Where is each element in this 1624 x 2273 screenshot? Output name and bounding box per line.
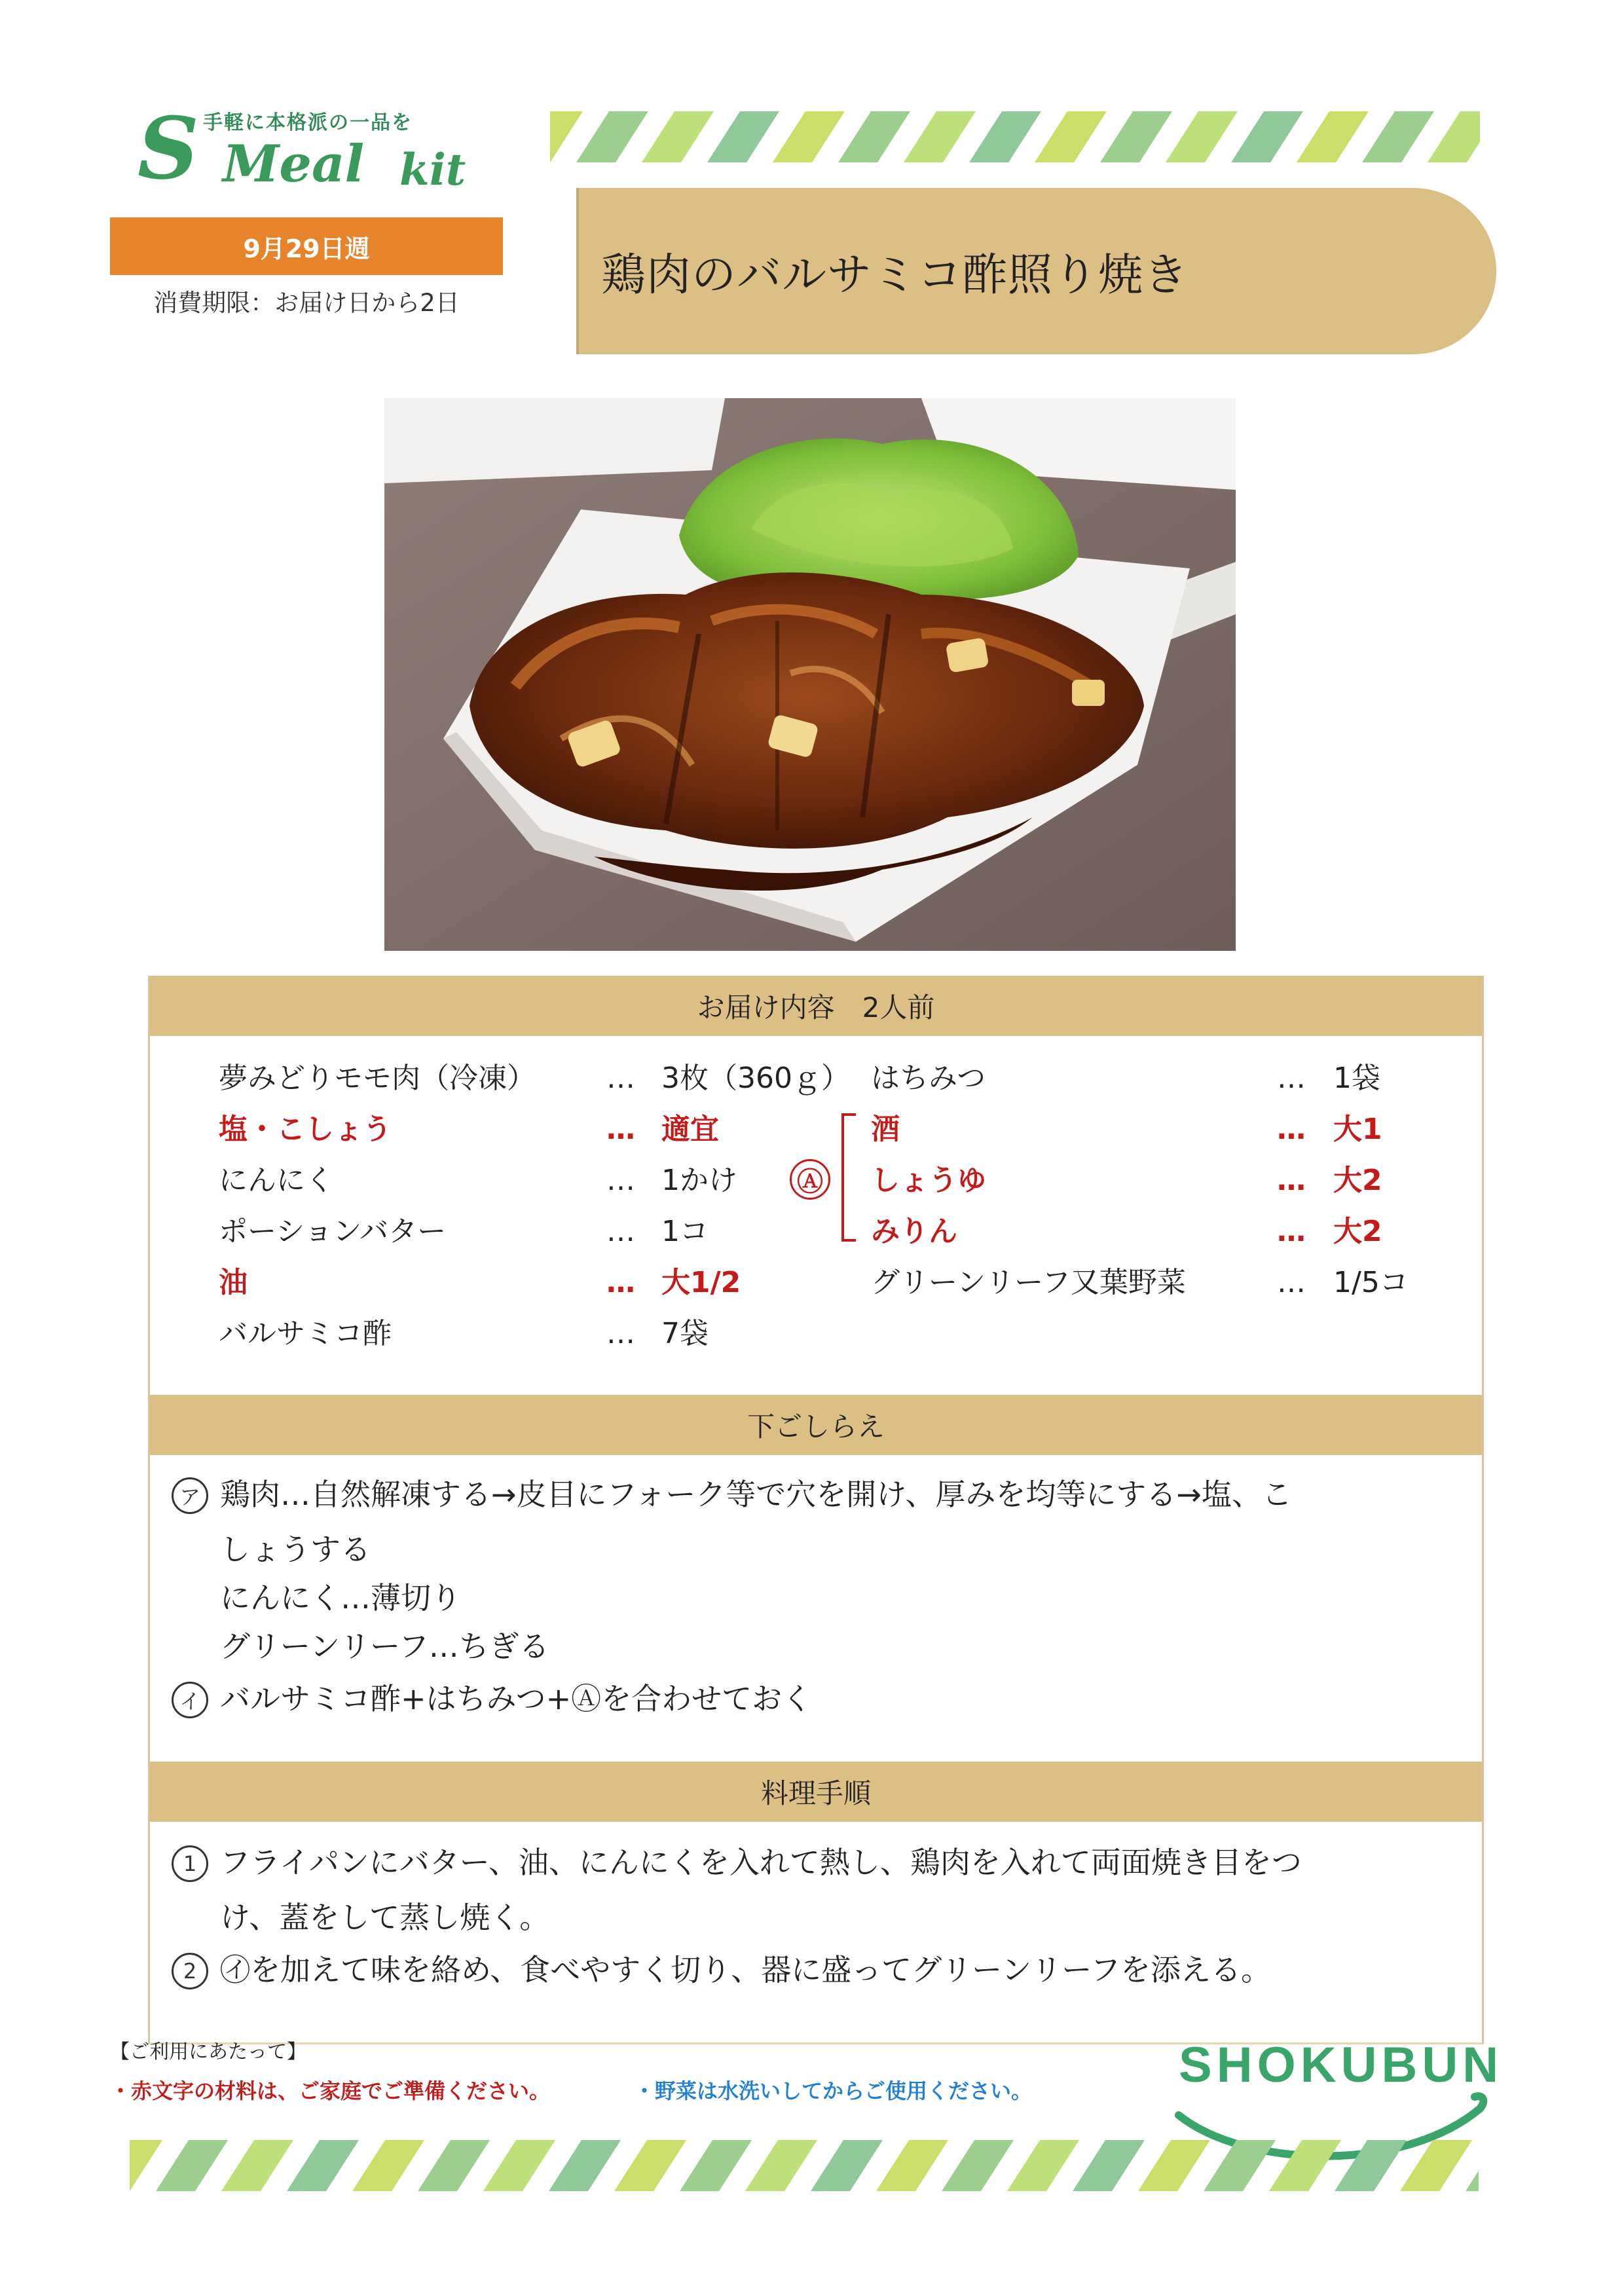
- prep-step-marker: イ: [172, 1682, 208, 1718]
- usage-note-red: ・赤文字の材料は、ご家庭でご準備ください。: [110, 2079, 551, 2103]
- stripe-segment: [550, 111, 583, 162]
- ingredient-dots: …: [1277, 1215, 1306, 1248]
- stripe-segment: [1035, 111, 1107, 162]
- ingredient-qty: 1袋: [1333, 1062, 1380, 1095]
- bottom-stripe-border: [130, 2140, 1479, 2191]
- cooking-heading: 料理手順: [150, 1762, 1482, 1822]
- ingredient-dots: …: [1277, 1266, 1306, 1299]
- stripe-segment: [773, 111, 845, 162]
- ingredient-dots: …: [606, 1113, 635, 1146]
- logo-word-kit: kit: [399, 144, 466, 195]
- stripe-segment: [1466, 2140, 1479, 2191]
- stripe-segment: [549, 2140, 621, 2191]
- prep-step-line: にんにく…薄切り: [220, 1580, 461, 1616]
- stripe-segment: [1204, 2140, 1276, 2191]
- ingredient-name: 塩・こしょう: [219, 1113, 392, 1146]
- cooking-step-marker: 1: [172, 1845, 208, 1882]
- cooking-step-line: フライパンにバター、油、にんにくを入れて熱し、鶏肉を入れて両面焼き目をつ: [220, 1845, 1302, 1880]
- stripe-segment: [1166, 111, 1238, 162]
- ingredient-qty: 7袋: [661, 1317, 709, 1350]
- stripe-segment: [1231, 111, 1303, 162]
- prep-step-line: 鶏肉…自然解凍する→皮目にフォーク等で穴を開け、厚みを均等にする→塩、こ: [220, 1477, 1292, 1512]
- stripe-segment: [1297, 111, 1369, 162]
- ingredient-dots: …: [606, 1215, 635, 1248]
- stripe-segment: [352, 2140, 424, 2191]
- top-stripe-border: [550, 111, 1480, 162]
- stripe-segment: [811, 2140, 883, 2191]
- stripe-segment: [642, 111, 714, 162]
- ingredient-qty: 1/5コ: [1333, 1266, 1409, 1299]
- stripe-segment: [1400, 2140, 1472, 2191]
- ingredient-name: バルサミコ酢: [219, 1317, 392, 1350]
- ingredient-qty: 大1/2: [661, 1266, 741, 1299]
- stripe-segment: [876, 2140, 948, 2191]
- cooking-step-line: ㋑を加えて味を絡め、食べやすく切り、器に盛ってグリーンリーフを添える。: [220, 1952, 1271, 1987]
- stripe-segment: [156, 2140, 228, 2191]
- cooking-step-marker: 2: [172, 1953, 208, 1989]
- week-badge: 9月29日週: [110, 217, 503, 275]
- prep-step-line: バルサミコ酢+はちみつ+Ⓐを合わせておく: [220, 1681, 813, 1716]
- ingredients-heading: お届け内容 2人前: [150, 976, 1482, 1036]
- ingredient-name: にんにく: [219, 1164, 334, 1197]
- ingredient-name: しょうゆ: [871, 1164, 986, 1197]
- ingredient-dots: …: [606, 1062, 635, 1095]
- ingredient-name: 油: [219, 1266, 248, 1299]
- ingredient-name: みりん: [871, 1215, 957, 1248]
- logo-tagline: 手軽に本格派の一品を: [203, 111, 413, 134]
- cooking-step-line: け、蓋をして蒸し焼く。: [220, 1900, 550, 1935]
- stripe-segment: [1100, 111, 1172, 162]
- stripe-segment: [942, 2140, 1014, 2191]
- stripe-segment: [1428, 111, 1480, 162]
- usage-note-blue: ・野菜は水洗いしてからご使用ください。: [634, 2079, 1033, 2103]
- usage-heading: 【ご利用にあたって】: [110, 2041, 306, 2063]
- dish-photo: [384, 398, 1236, 951]
- recipe-title-banner: [576, 188, 1496, 354]
- recipe-title: 鶏肉のバルサミコ酢照り焼き: [601, 249, 1189, 301]
- logo-letter-s: S: [138, 98, 199, 198]
- ingredient-dots: …: [1277, 1062, 1306, 1095]
- stripe-segment: [838, 111, 910, 162]
- stripe-segment: [221, 2140, 293, 2191]
- stripe-segment: [130, 2140, 162, 2191]
- ingredient-name: 夢みどりモモ肉（冷凍）: [219, 1062, 536, 1095]
- stripe-segment: [1335, 2140, 1407, 2191]
- brand-name: SHOKUBUN: [1179, 2037, 1504, 2093]
- stripe-segment: [483, 2140, 555, 2191]
- stripe-segment: [1073, 2140, 1145, 2191]
- meal-kit-logo: [138, 98, 504, 210]
- prep-heading: 下ごしらえ: [150, 1395, 1482, 1455]
- ingredient-name: ポーションバター: [219, 1215, 447, 1248]
- ingredient-qty: 1かけ: [661, 1164, 737, 1197]
- ingredient-dots: …: [1277, 1113, 1306, 1146]
- prep-step-line: しょうする: [220, 1532, 371, 1567]
- ingredient-dots: …: [606, 1317, 635, 1350]
- prep-step-marker: ア: [172, 1477, 208, 1514]
- ingredient-dots: …: [1277, 1164, 1306, 1197]
- seasoning-group-mark: Ⓐ: [790, 1159, 830, 1200]
- stripe-segment: [745, 2140, 817, 2191]
- stripe-segment: [1007, 2140, 1079, 2191]
- ingredient-qty: 大2: [1333, 1215, 1382, 1248]
- stripe-segment: [418, 2140, 490, 2191]
- ingredient-dots: …: [606, 1266, 635, 1299]
- stripe-segment: [614, 2140, 686, 2191]
- ingredient-qty: 適宜: [661, 1113, 719, 1146]
- ingredient-qty: 大2: [1333, 1164, 1382, 1197]
- expiry-note: 消費期限：お届け日から2日: [153, 289, 460, 317]
- prep-step-line: グリーンリーフ…ちぎる: [220, 1629, 549, 1664]
- stripe-segment: [680, 2140, 752, 2191]
- ingredient-name: グリーンリーフ又葉野菜: [871, 1266, 1186, 1299]
- ingredient-qty: 大1: [1333, 1113, 1382, 1146]
- seasoning-group-bracket: [841, 1113, 856, 1242]
- stripe-segment: [969, 111, 1041, 162]
- ingredient-qty: 1コ: [661, 1215, 709, 1248]
- stripe-segment: [287, 2140, 359, 2191]
- stripe-segment: [707, 111, 779, 162]
- ingredient-name: 酒: [871, 1113, 900, 1146]
- ingredient-dots: …: [606, 1164, 635, 1197]
- stripe-segment: [576, 111, 648, 162]
- stripe-segment: [1362, 111, 1434, 162]
- ingredient-qty: 3枚（360ｇ）: [661, 1062, 850, 1095]
- stripe-segment: [1138, 2140, 1210, 2191]
- stripe-segment: [1269, 2140, 1341, 2191]
- stripe-segment: [904, 111, 976, 162]
- logo-word-meal: Meal: [223, 134, 365, 194]
- ingredient-name: はちみつ: [871, 1062, 986, 1095]
